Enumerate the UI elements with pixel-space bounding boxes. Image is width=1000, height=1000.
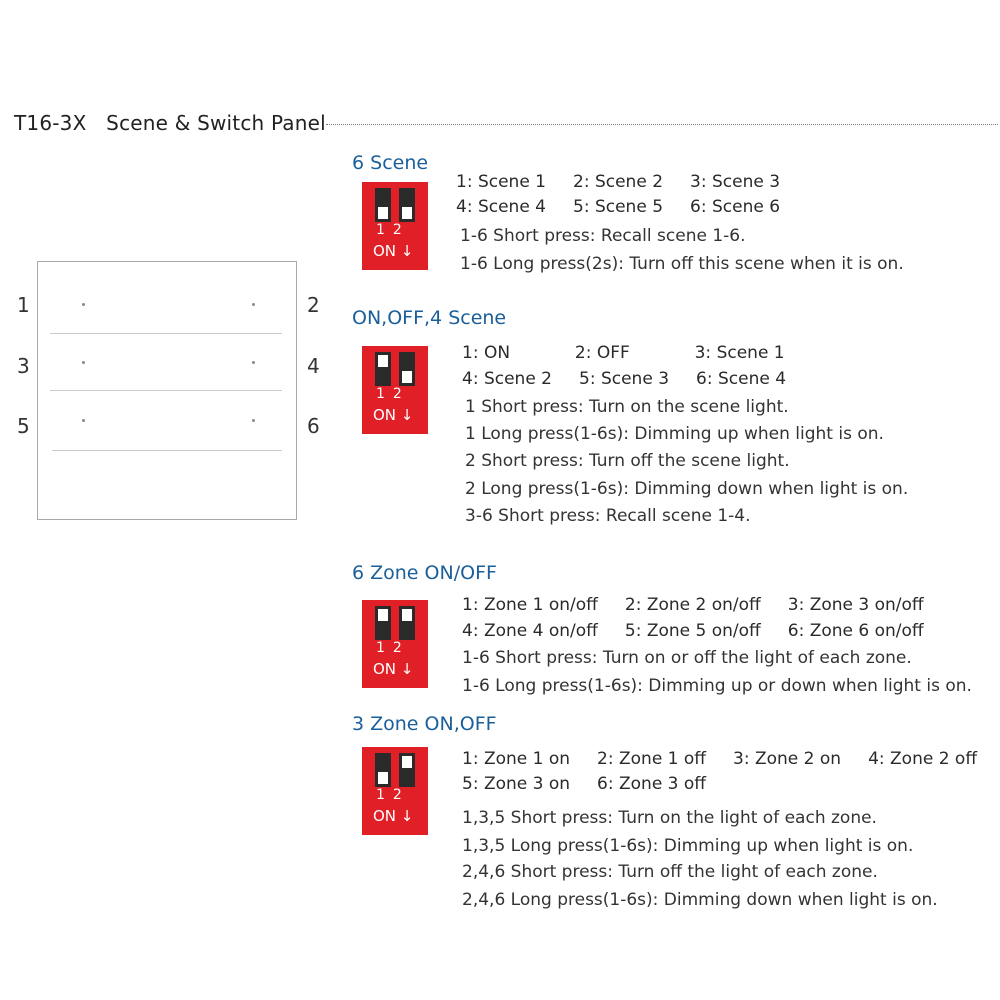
- button-number-3: 3: [17, 354, 30, 378]
- description-line: 1-6 Long press(2s): Turn off this scene when it is on.: [460, 254, 904, 274]
- section-title-6-zone-on-off: 6 Zone ON/OFF: [352, 562, 497, 584]
- mapping-line: 1: Zone 1 on/off 2: Zone 2 on/off 3: Zone 3 on/off: [462, 595, 924, 615]
- description-line: 3-6 Short press: Recall scene 1-4.: [465, 506, 751, 526]
- description-line: 1,3,5 Long press(1-6s): Dimming up when light is on.: [462, 836, 914, 856]
- title-dotted-rule: [326, 124, 998, 125]
- dip-numbers: 12: [376, 386, 410, 402]
- section-title-6-scene: 6 Scene: [352, 152, 429, 174]
- dip-knob-1: [378, 609, 388, 621]
- dip-numbers: 12: [376, 640, 410, 656]
- dip-numbers: 12: [376, 787, 410, 803]
- dip-on-label: ON ↓: [373, 660, 414, 678]
- section-title-on-off-4-scene: ON,OFF,4 Scene: [352, 307, 507, 329]
- dip-slot-1: [375, 188, 391, 222]
- dip-slot-2: [399, 188, 415, 222]
- description-line: 2,4,6 Short press: Turn off the light of each zone.: [462, 862, 878, 882]
- dip-slot-2: [399, 753, 415, 787]
- dip-slot-2: [399, 606, 415, 640]
- dip-knob-2: [402, 756, 412, 768]
- description-line: 2 Long press(1-6s): Dimming down when light is on.: [465, 479, 909, 499]
- description-line: 1-6 Short press: Recall scene 1-6.: [460, 226, 746, 246]
- dip-slot-2: [399, 352, 415, 386]
- dip-slot-1: [375, 753, 391, 787]
- panel-divider: [50, 390, 282, 391]
- dip-knob-2: [402, 207, 412, 219]
- mapping-line: 4: Zone 4 on/off 5: Zone 5 on/off 6: Zone 6 on/off: [462, 621, 924, 641]
- dip-on-label: ON ↓: [373, 807, 414, 825]
- dip-knob-2: [402, 609, 412, 621]
- dip-switch-on-off-4-scene: [362, 346, 428, 434]
- panel-button-6-dot: [252, 419, 255, 422]
- description-line: 1,3,5 Short press: Turn on the light of each zone.: [462, 808, 877, 828]
- mapping-line: 1: ON 2: OFF 3: Scene 1: [462, 343, 785, 363]
- dip-knob-2: [402, 371, 412, 383]
- mapping-line: 1: Zone 1 on 2: Zone 1 off 3: Zone 2 on 4: Zone 2 off: [462, 749, 978, 769]
- dip-slot-1: [375, 606, 391, 640]
- panel-button-5-dot: [82, 419, 85, 422]
- dip-switch-6-zone-on-off: [362, 600, 428, 688]
- panel-button-3-dot: [82, 361, 85, 364]
- button-number-1: 1: [17, 293, 30, 317]
- panel-button-4-dot: [252, 361, 255, 364]
- dip-switch-3-zone-on-off: [362, 747, 428, 835]
- dip-slot-1: [375, 352, 391, 386]
- dip-switch-6-scene: [362, 182, 428, 270]
- description-line: 1 Short press: Turn on the scene light.: [465, 397, 789, 417]
- section-title-3-zone-on-off: 3 Zone ON,OFF: [352, 713, 497, 735]
- dip-on-label: ON ↓: [373, 406, 414, 424]
- mapping-line: 5: Zone 3 on 6: Zone 3 off: [462, 774, 707, 794]
- dip-knob-1: [378, 355, 388, 367]
- panel-button-2-dot: [252, 303, 255, 306]
- dip-knob-1: [378, 772, 388, 784]
- panel-divider: [50, 333, 282, 334]
- dip-on-label: ON ↓: [373, 242, 414, 260]
- panel-divider: [52, 450, 282, 451]
- description-line: 1-6 Short press: Turn on or off the light of each zone.: [462, 648, 912, 668]
- mapping-line: 4: Scene 4 5: Scene 5 6: Scene 6: [456, 197, 781, 217]
- button-number-5: 5: [17, 414, 30, 438]
- button-number-2: 2: [307, 293, 320, 317]
- dip-knob-1: [378, 207, 388, 219]
- description-line: 1-6 Long press(1-6s): Dimming up or down when light is on.: [462, 676, 972, 696]
- description-line: 1 Long press(1-6s): Dimming up when light is on.: [465, 424, 884, 444]
- dip-numbers: 12: [376, 222, 410, 238]
- description-line: 2 Short press: Turn off the scene light.: [465, 451, 790, 471]
- description-line: 2,4,6 Long press(1-6s): Dimming down when light is on.: [462, 890, 938, 910]
- mapping-line: 1: Scene 1 2: Scene 2 3: Scene 3: [456, 172, 781, 192]
- page-title: T16-3X Scene & Switch Panel: [14, 111, 326, 135]
- button-number-6: 6: [307, 414, 320, 438]
- mapping-line: 4: Scene 2 5: Scene 3 6: Scene 4: [462, 369, 787, 389]
- panel-button-1-dot: [82, 303, 85, 306]
- button-number-4: 4: [307, 354, 320, 378]
- switch-panel-illustration: [37, 261, 297, 520]
